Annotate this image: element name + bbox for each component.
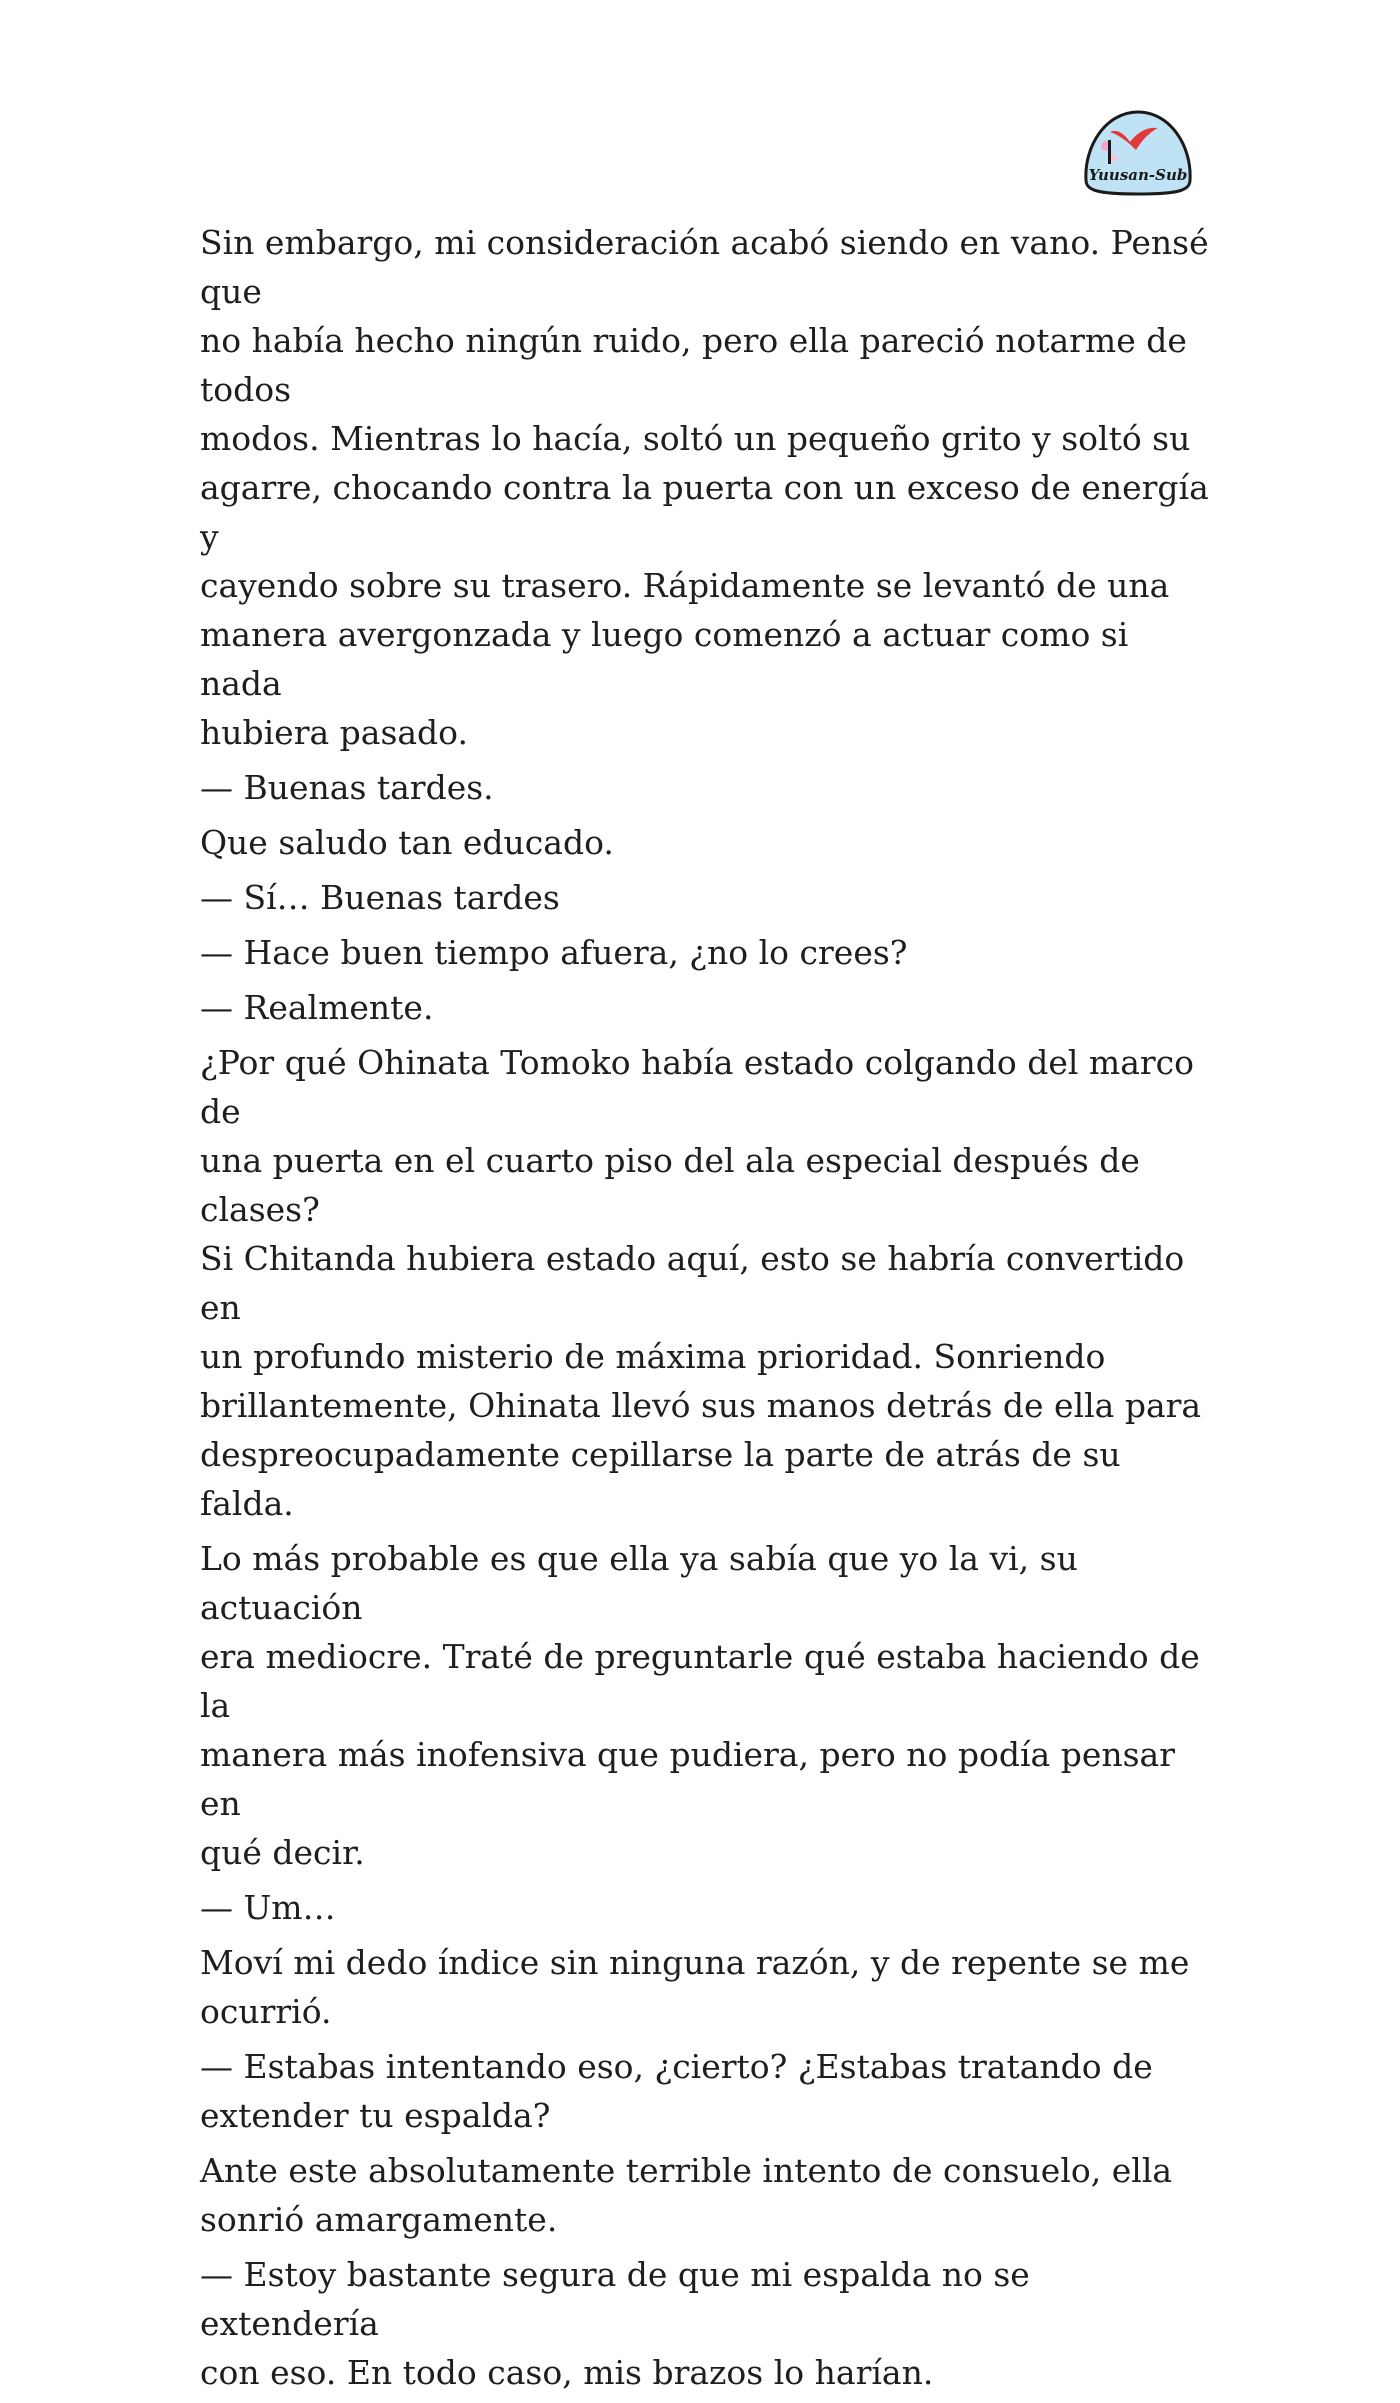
paragraph: Ante este absolutamente terrible intento de consuelo, ella sonrió amargamente. (200, 2151, 1173, 2239)
paragraph: ¿Por qué Ohinata Tomoko había estado colgando del marco de una puerta en el cuarto piso del ala especial después de clases? Si Chitanda hubiera estado aquí, esto se habría convertido en un profundo misterio de máxima prioridad. Sonriendo brillantemente, Ohinata llevó sus manos detrás de ella para despreocupadamente cepillarse la parte de atrás de su falda. (200, 1043, 1202, 1523)
dialogue-line: — Estabas intentando eso, ¿cierto? ¿Estabas tratando de extender tu espalda? (200, 2047, 1153, 2135)
paragraph: Moví mi dedo índice sin ninguna razón, y de repente se me ocurrió. (200, 1943, 1190, 2031)
watermark-text: Yuusan-Sub (1088, 166, 1188, 184)
document-body (200, 218, 1210, 2403)
pole-icon (1108, 140, 1111, 164)
paragraph: Que saludo tan educado. (200, 823, 614, 862)
watermark-logo-icon (1080, 106, 1196, 198)
dialogue-line: — Buenas tardes. (200, 768, 494, 807)
dialogue-line: — Estoy bastante segura de que mi espalda no se extendería con eso. En todo caso, mis brazos lo harían. (200, 2255, 1030, 2392)
dialogue-line: — Sí… Buenas tardes (200, 878, 560, 917)
dialogue-line: — Hace buen tiempo afuera, ¿no lo crees? (200, 933, 908, 972)
paragraph: Sin embargo, mi consideración acabó siendo en vano. Pensé que no había hecho ningún ruido, pero ella pareció notarme de todos modos. Mientras lo hacía, soltó un pequeño grito y soltó su agarre, chocando contra la puerta con un exceso de energía y cayendo sobre su trasero. Rápidamente se levantó de una manera avergonzada y luego comenzó a actuar como si nada hubiera pasado. (200, 223, 1209, 752)
paragraph: Lo más probable es que ella ya sabía que yo la vi, su actuación era mediocre. Traté de preguntarle qué estaba haciendo de la manera más inofensiva que pudiera, pero no podía pensar en qué decir. (200, 1539, 1200, 1872)
flower-icon (1111, 155, 1118, 162)
dialogue-line: — Um… (200, 1888, 336, 1927)
dialogue-line: — Realmente. (200, 988, 434, 1027)
